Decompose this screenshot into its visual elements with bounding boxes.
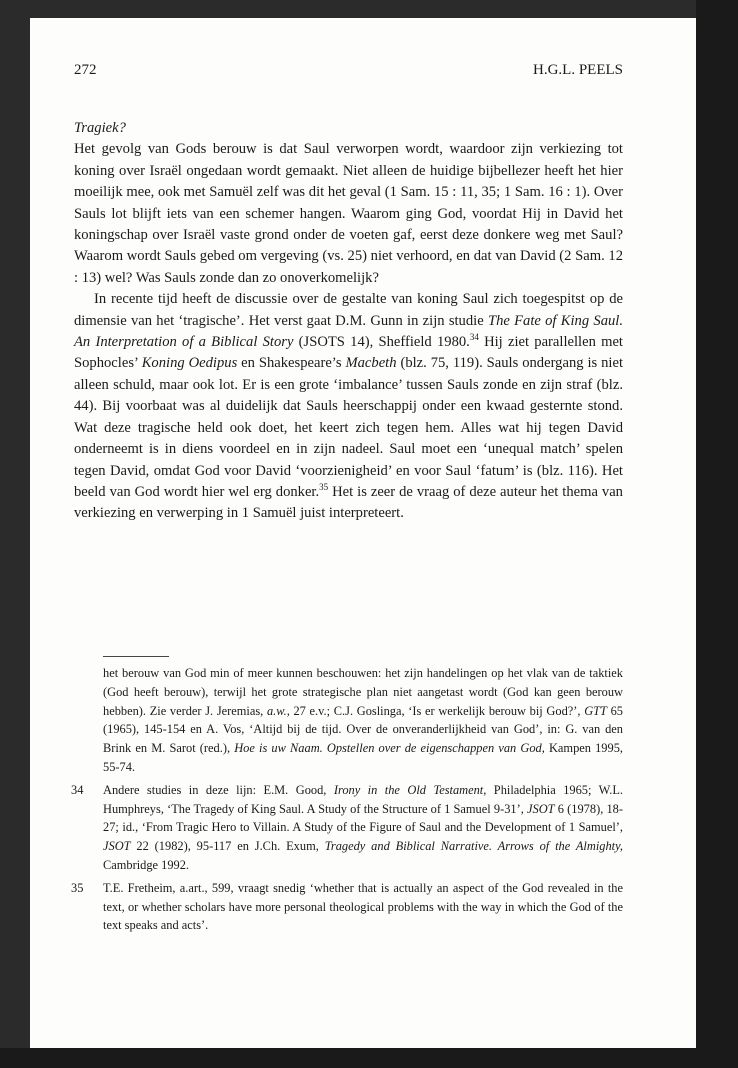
fn-cont-text-d: Kampen 1995, 55-74. [103, 741, 623, 774]
fn34-text-a: Andere studies in deze lijn: E.M. Good, [103, 782, 334, 797]
fn-cont-text-b: 27 e.v.; C.J. Goslinga, ‘Is er werkelijk berouw bij God?’, [289, 703, 585, 718]
p2-text-a: In recente tijd heeft de discussie over de gestalte van koning Saul zich toegespitst op de dimensie van het ‘tragische’. Het verst gaat D.M. Gunn in zijn studie [74, 291, 623, 329]
fn34-text-b: Philadelphia 1965; W.L. Humphreys, ‘The Tragedy of King Saul. A Study of the Structure of 1 Samuel 9-31’, [103, 782, 623, 816]
fn-cont-text-a: het berouw van God min of meer kunnen beschouwen: het zijn handelingen op het vlak van de taktiek (God heeft berouw), terwijl het grote strategische plan niet aangetast wordt (God kan geen berouw hebben). Zie verder J. Jeremias, [103, 666, 623, 718]
fn-cont-italic-c: Hoe is uw Naam. Opstellen over de eigenschappen van God, [234, 741, 545, 756]
footnote-ref-34[interactable]: 34 [469, 332, 479, 343]
fn-cont-italic-a: a.w., [266, 703, 290, 718]
p2-text-f: Het is zeer de vraag of deze auteur het thema van verkiezing en verwerping in 1 Samuël juist interpreteert. [74, 483, 623, 522]
fn34-italic-c: JSOT [103, 839, 131, 854]
footnote-rule [103, 656, 169, 657]
paragraph-1: Het gevolg van Gods berouw is dat Saul verworpen wordt, waardoor zijn verkiezing tot koning over Israël ongedaan wordt gemaakt. Niet alleen de huidige bijbellezer heeft het hier moeilijk mee, ook met Samuël zelf was dit het geval (1 Sam. 15 : 11, 35; 1 Sam. 16 : 1). Over Sauls lot blijft iets van een schemer hangen. Waarom ging God, voordat Hij in David het koningschap over Israël vaste grond onder de voeten gaf, eerst deze donkere weg met Saul? Waarom wordt Sauls gebed om vergeving (vs. 25) niet verhoord, en dat van David (2 Sam. 12 : 13) wel? Was Sauls zonde dan zo onoverkomelijk? [74, 141, 623, 286]
fn-cont-italic-b: GTT [584, 703, 607, 718]
fn34-text-d: 22 (1982), 95-117 en J.Ch. Exum, [130, 839, 325, 854]
section-title: Tragiek? [74, 120, 126, 136]
fn34-italic-a: Irony in the Old Testament, [333, 782, 487, 797]
fn-cont-text-c: 65 (1965), 145-154 en A. Vos, ‘Altijd bij de tijd. Over de onveranderlijkheid van God’, in: G. van den Brink en M. Sarot (red.), [103, 703, 623, 756]
running-author: H.G.L. PEELS [533, 62, 623, 78]
footnotes [71, 664, 624, 939]
p2-text-b: (JSOTS 14), Sheffield 1980. [293, 334, 470, 351]
p2-book-title-3: Macbeth [345, 355, 397, 372]
footnote-ref-35[interactable]: 35 [319, 481, 329, 492]
fn34-italic-d: Tragedy and Biblical Narrative. Arrows of the Almighty, [324, 839, 624, 854]
fn35-text: T.E. Fretheim, a.art., 599, vraagt snedig ‘whether that is actually an aspect of the God revealed in the text, or whether scholars have more personal theological problems with the way in which the God of the text speaks and acts’. [103, 880, 623, 933]
p2-book-title-1: The Fate of King Saul. An Interpretation of a Biblical Story [74, 312, 623, 351]
footnote-34 [71, 781, 624, 875]
scan-edge-bottom [0, 1048, 738, 1068]
fn34-italic-b: JSOT [527, 801, 555, 816]
p2-text-e: (blz. 75, 119). Sauls ondergang is niet alleen schuld, maar ook lot. Er is een grote ‘imbalance’ tussen Sauls zonde en zijn straf (blz. 44). Bij voorbaat was al duidelijk dat Sauls heerschappij onder een kwaad gesternte stond. Wat deze tragische held ook doet, het keert zich tegen hem. Alles wat hij tegen David onderneemt is in diens voordeel en in zijn nadeel. Saul moet een ‘unequal match’ spelen tegen David, omdat God voor David ‘voorzienigheid’ en voor Saul ‘fatum’ is (blz. 116). Het beeld van God wordt hier wel erg donker. [74, 355, 624, 500]
footnote-continued [103, 664, 623, 777]
running-header [74, 62, 623, 79]
p2-text-c: Hij ziet parallellen met Sophocles’ [74, 334, 623, 372]
p2-book-title-2: Koning Oedipus [141, 355, 238, 372]
footnote-35 [71, 879, 623, 935]
fn34-text-c: 6 (1978), 18-27; id., ‘From Tragic Hero to Villain. A Study of the Figure of Saul and the Development of 1 Samuel’, [103, 801, 623, 835]
footnote-number-35: 35 [71, 880, 84, 895]
main-text [74, 118, 623, 525]
paragraph-2 [74, 289, 623, 524]
scan-edge-right [696, 0, 738, 1068]
fn34-text-e: Cambridge 1992. [103, 857, 190, 872]
p2-text-d: en Shakespeare’s [237, 355, 346, 372]
page-number: 272 [74, 62, 97, 78]
footnote-number-34: 34 [71, 782, 84, 797]
